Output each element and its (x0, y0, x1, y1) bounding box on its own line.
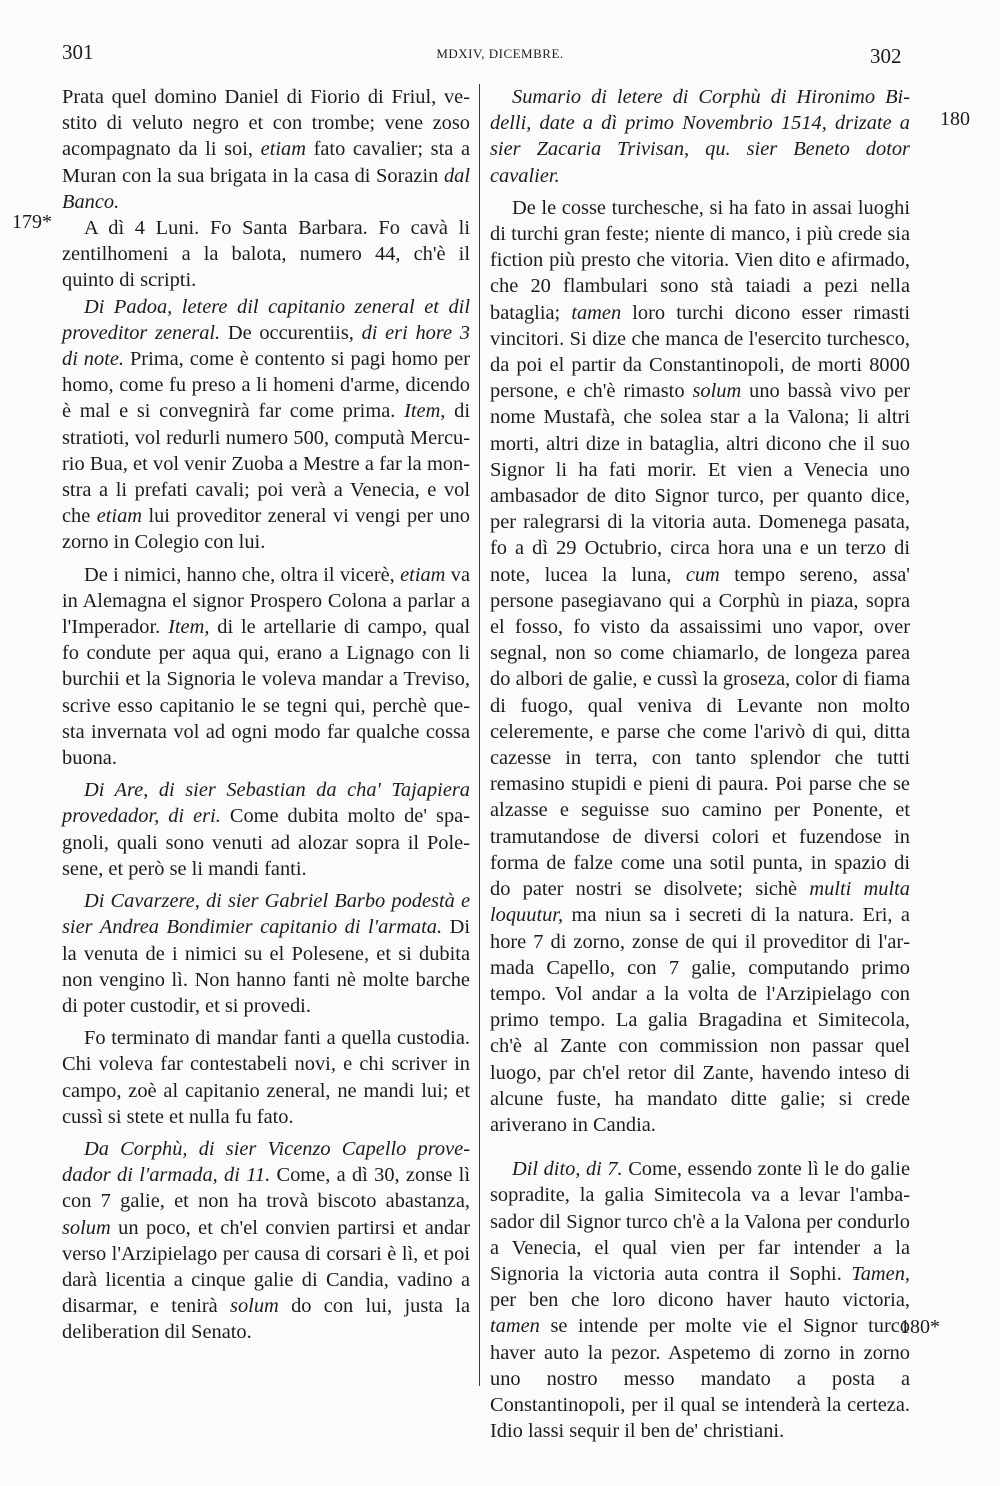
left-paragraph-7: Fo terminato di mandar fanti a quella custodia. Chi voleva far contestabeli novi, e chi scriver in campo, zoè al capitanio zeneral, ne mandi lui; et cussì si stete et nulla fu fato. (62, 1027, 470, 1128)
page-header (0, 38, 1000, 78)
page-number-left: 301 (62, 40, 94, 64)
running-title: MDXIV, DICEMBRE. (436, 46, 564, 61)
margin-note-179: 179* (12, 211, 52, 233)
margin-note-180: 180 (940, 108, 970, 130)
left-column (62, 84, 470, 1346)
left-paragraph-1: Prata quel domino Daniel di Fiorio di Friul, vestito di veluto negro et con trombe; vene zoso acompagnato da li soi, etiam fato cavalier; sta a Muran con la sua brigata in la casa di Sorazin dal Banco. (62, 86, 470, 213)
left-paragraph-4: De i nimici, hanno che, oltra il vicerè, etiam va in Alemagna el signor Prospero Colona a parlar a l'Imperador. Item, di le artellarie di campo, qual fo condute per aqua qui, erano a Lignago con li burchii et la Signoria le voleva mandar a Treviso, scrive esso capitanio le se tegni qui, perchè questa invernata vol ad ogni modo far qualche cossa buona. (62, 563, 470, 770)
column-divider (479, 84, 480, 1386)
margin-note-180-star: 180* (900, 1316, 940, 1338)
right-paragraph-1: De le cosse turchesche, si ha fato in assai luoghi di turchi gran feste; niente di manco, i più crede sia fiction più presto che vitoria. Vien dito e afirmado, che 20 flambulari sono stà taiadi a pezi nella bataglia; tamen loro turchi dicono esser rimasti vincitori. Si dize che manca de l'esercito turchesco, da poi el partir da Constantinopoli, de morti 8000 persone, e ch'è rimasto solum uno bassà vivo per nome Mustafà, che solea star a la Valona; li altri morti, altri dize in bataglia, altri dicono che il suo Signor li ha fati morir. Et vien a Venecia uno ambasador de dito Signor turco, per quanto dice, per ralegrarsi di la vitoria auta. Domenega pasata, fo a dì 29 Octubrio, circa hora una e un terzo di note, lucea la luna, cum tempo sereno, assa' persone pasegiavano qui a Corphù in piaza, sopra el fosso, fo visto da assaissimi uno vapor, over segnal, non so come chiamarlo, de longeza parea do albori de galie, e cussì la groseza, color di fiama di fuogo, qual veniva di Levante non molto celeremente, e parse che come l'arivò di qui, ditta cazesse in terra, con tanto splendor che tutti remasino stupidi e pieni di paura. Poi parse che se alzasse e seguisse suo camino per Ponente, et tramutandose de diversi colori et fuzendose in forma de falze come una sotil punta, in spazio di do pater nostri se disolvete; sichè multi multa loquutur, ma niun sa i secreti di la natura. Eri, a hore 7 di zorno, zonse de qui il proveditor di l'armada Capello, con 7 galie, computando primo tempo. Vol andar a la volta de l'Arzipielago con primo tempo. La galia Bragadina et Simitecola, ch'è al Zante con commission non passar quel luogo, par ch'el retor dil Zante, havendo inteso di alcune fuste, ha mandato ditte galie; si crede ariverano in Candia. (490, 196, 910, 1136)
left-paragraph-8: Da Corphù, di sier Vicenzo Capello provedador di l'armada, di 11. Come, a dì 30, zonse lì con 7 galie, et non ha trovà biscoto abastanza, solum un poco, et ch'el convien partirsi et andar verso l'Arzipielago per causa di corsari è lì, et poi darà licentia a cinque galie di Candia, vadino a disarmar, e tenirà solum do con lui, justa la deliberation dil Senato. (62, 1137, 470, 1344)
left-paragraph-3: Di Padoa, letere dil capitanio zeneral et dil proveditor zeneral. De occurentiis, di eri hore 3 di note. Prima, come è contento si pagi homo per homo, come fu preso a li homeni d'arme, dicendo è mal e si convegnirà far come prima. Item, di stratioti, vol redurli numero 500, computà Mercurio Bua, et vol venir Zuoba a Mestre a far la monstra a li prefati cavali; poi verà a Venecia, e vol che etiam lui proveditor zeneral vi vengi per uno zorno in Colegio con lui. (62, 295, 470, 554)
left-paragraph-6: Di Cavarzere, di sier Gabriel Barbo podestà e sier Andrea Bondimier capitanio di l'armata. Di la venuta de i nimici su el Polesene, et si dubita non vengino lì. Non hanno fanti nè molte barche di poter custodir, et si provedi. (62, 890, 470, 1017)
right-column (490, 84, 910, 1444)
left-paragraph-5: Di Are, di sier Sebastian da cha' Tajapiera provedador, di eri. Come dubita molto de' spagnoli, quali sono venuti ad alozar sopra il Polesene, et però se li mandi fanti. (62, 779, 471, 880)
right-heading-sumario: Sumario di letere di Corphù di Hironimo Bidelli, date a dì primo Novembrio 1514, drizate a sier Zacaria Trivisan, qu. sier Beneto dotor cavalier. (490, 86, 910, 187)
left-paragraph-2: A dì 4 Luni. Fo Santa Barbara. Fo cavà li zentilhomeni a la balota, numero 44, ch'è il quinto di scripti. (62, 217, 470, 292)
page-number-right: 302 (870, 44, 902, 68)
right-paragraph-2: Dil dito, di 7. Come, essendo zonte lì le do galie sopradite, la galia Simitecola va a levar l'ambasador dil Signor turco ch'è a la Valona per condurlo a Venecia, el qual vien per far intender a la Signoria la victoria auta contra il Sophi. Tamen, per ben che loro dicono haver hauto victoria, tamen se intende per molte vie el Signor turco haver auto la pezor. Aspetemo di zorno in zorno uno nostro messo mandato a posta a Constantinopoli, per il qual se intenderà la certeza. Idio lassi sequir il ben de' christiani. (490, 1158, 911, 1443)
